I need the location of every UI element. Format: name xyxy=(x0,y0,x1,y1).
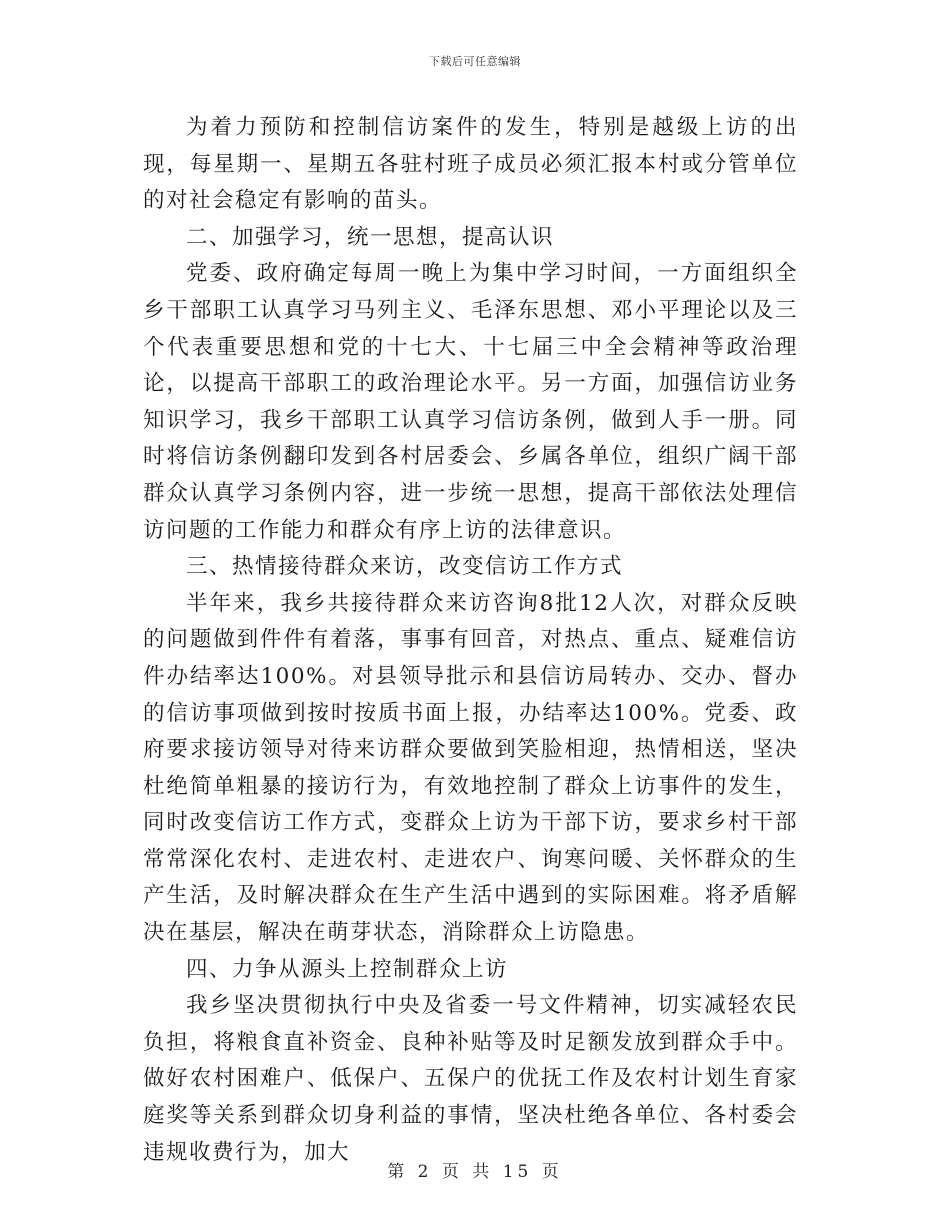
section-heading-3: 三、热情接待群众来访，改变信访工作方式 xyxy=(186,554,624,580)
paragraph-1: 为着力预防和控制信访案件的发生，特别是越级上访的出现，每星期一、星期五各驻村班子成员必须汇报本村或分管单位的对社会稳定有影响的苗头。 xyxy=(143,115,798,214)
section-heading-2: 二、加强学习，统一思想，提高认识 xyxy=(186,224,555,250)
page-footer: 第 2 页 共 15 页 xyxy=(387,1162,563,1182)
paragraph-3: 半年来，我乡共接待群众来访咨询8批12人次，对群众反映的问题做到件件有着落，事事有回音，对热点、重点、疑难信访件办结率达100%。对县领导批示和县信访局转办、交办、督办的信访事项做到按时按质书面上报，办结率达100%。党委、政府要求接访领导对待来访群众要做到笑脸相迎，热情相送，坚决杜绝简单粗暴的接访行为，有效地控制了群众上访事件的发生，同时改变信访工作方式，变群众上访为干部下访，要求乡村干部常常深化农村、走进农村、走进农户、询寒问暖、关怀群众的生产生活，及时解决群众在生产生活中遇到的实际困难。将矛盾解决在基层，解决在萌芽状态，消除群众上访隐患。 xyxy=(143,590,798,946)
page-header: 下载后可任意编辑 xyxy=(429,55,521,68)
section-heading-4: 四、力争从源头上控制群众上访 xyxy=(186,956,509,982)
document-body xyxy=(143,110,798,1171)
paragraph-4: 我乡坚决贯彻执行中央及省委一号文件精神，切实减轻农民负担，将粮食直补资金、良种补贴等及时足额发放到群众手中。做好农村困难户、低保户、五保户的优抚工作及农村计划生育家庭奖等关系到群众切身利益的事情，坚决杜绝各单位、各村委会违规收费行为，加大 xyxy=(143,993,798,1165)
paragraph-2: 党委、政府确定每周一晚上为集中学习时间，一方面组织全乡干部职工认真学习马列主义、毛泽东思想、邓小平理论以及三个代表重要思想和党的十七大、十七届三中全会精神等政治理论，以提高干部职工的政治理论水平。另一方面，加强信访业务知识学习，我乡干部职工认真学习信访条例，做到人手一册。同时将信访条例翻印发到各村居委会、乡属各单位，组织广阔干部群众认真学习条例内容，进一步统一思想，提高干部依法处理信访问题的工作能力和群众有序上访的法律意识。 xyxy=(143,261,798,543)
